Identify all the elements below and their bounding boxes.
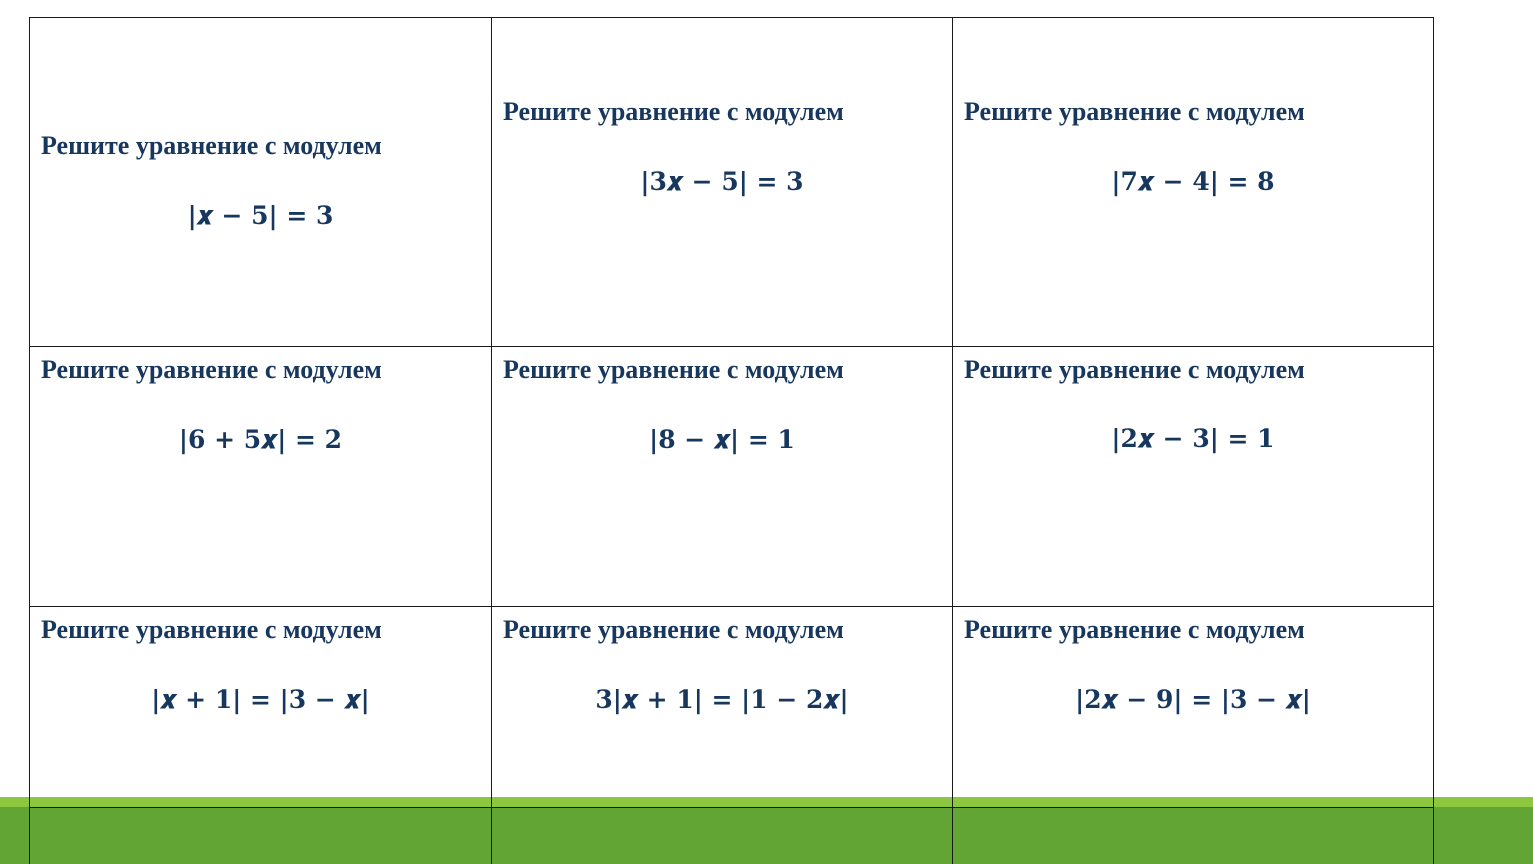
task-prompt: Решите уравнение с модулем [964, 615, 1305, 644]
task-card [30, 607, 492, 808]
task-card [30, 347, 492, 607]
task-prompt: Решите уравнение с модулем [503, 97, 844, 126]
task-equation: |2𝒙 − 3| = 1 [1111, 424, 1275, 453]
task-equation: |3𝒙 − 5| = 3 [640, 167, 804, 196]
task-prompt: Решите уравнение с модулем [41, 615, 382, 644]
table-row [30, 347, 1434, 607]
task-card [953, 808, 1434, 864]
task-equation: |𝒙 − 5| = 3 [187, 201, 334, 230]
table-row [30, 607, 1434, 808]
table-row [30, 808, 1434, 864]
task-prompt: Решите уравнение с модулем [503, 615, 844, 644]
task-prompt: Решите уравнение с модулем [964, 97, 1305, 126]
task-card [492, 347, 953, 607]
task-card-table [29, 17, 1434, 864]
table-row [30, 18, 1434, 347]
task-equation: |6 + 5𝒙| = 2 [178, 425, 343, 454]
task-prompt: Решите уравнение с модулем [41, 355, 382, 384]
task-card [492, 808, 953, 864]
task-equation: |8 − 𝒙| = 1 [649, 425, 795, 454]
task-equation: |2𝒙 − 9| = |3 − 𝒙| [1075, 685, 1311, 714]
task-equation: 3|𝒙 + 1| = |1 − 2𝒙| [595, 685, 849, 714]
task-card [953, 18, 1434, 347]
task-prompt: Решите уравнение с модулем [964, 355, 1305, 384]
task-equation: |7𝒙 − 4| = 8 [1111, 167, 1275, 196]
task-card [30, 808, 492, 864]
task-card [492, 607, 953, 808]
task-card [953, 607, 1434, 808]
task-card [953, 347, 1434, 607]
task-equation: |𝒙 + 1| = |3 − 𝒙| [151, 685, 370, 714]
task-prompt: Решите уравнение с модулем [503, 355, 844, 384]
task-card [30, 18, 492, 347]
task-card [492, 18, 953, 347]
task-prompt: Решите уравнение с модулем [41, 131, 382, 160]
